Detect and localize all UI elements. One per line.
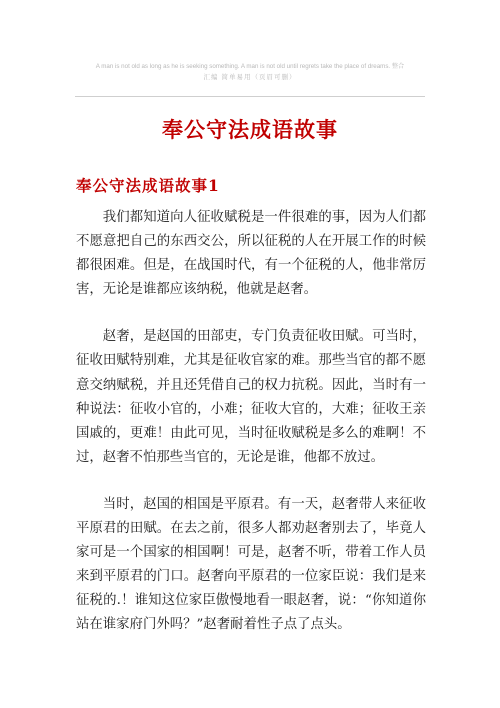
paragraph-1: 我们都知道向人征收赋税是一件很难的事，因为人们都不愿意把自己的东西交公，所以征税的人在开展工作的时候都很困难。但是，在战国时代，有一个征税的人，他非常厉害，无论是谁都应该纳税，他就是赵奢。 bbox=[76, 210, 426, 298]
header-divider bbox=[75, 96, 425, 97]
header-quote: A man is not old as long as he is seeking something. A man is not old until regrets take the place of dreams. 整合 bbox=[95, 63, 405, 70]
document-title: 奉公守法成语故事 bbox=[162, 117, 338, 142]
page-header bbox=[75, 62, 425, 82]
section-heading: 奉公守法成语故事1 bbox=[76, 176, 220, 195]
header-note: 汇编 简单易用（页眉可删） bbox=[203, 73, 297, 81]
document-body bbox=[76, 206, 426, 638]
paragraph-2: 赵奢，是赵国的田部吏，专门负责征收田赋。可当时，征收田赋特别难，尤其是征收官家的难。那些当官的都不愿意交纳赋税，并且还凭借自己的权力抗税。因此，当时有一种说法：征收小官的，小难；征收大官的，大难；征收王亲国戚的，更难！由此可见，当时征收赋税是多么的难啊！不过，赵奢不怕那些当官的，无论是谁，他都不放过。 bbox=[76, 329, 426, 465]
paragraph-3: 当时，赵国的相国是平原君。有一天，赵奢带人来征收平原君的田赋。在去之前，很多人都劝赵奢别去了，毕竟人家可是一个国家的相国啊！可是，赵奢不听，带着工作人员来到平原君的门口。赵奢向平原君的一位家臣说：我们是来征税的.！谁知这位家臣傲慢地看一眼赵奢，说：“你知道你站在谁家府门外吗？”赵奢耐着性子点了点头。 bbox=[76, 496, 426, 633]
